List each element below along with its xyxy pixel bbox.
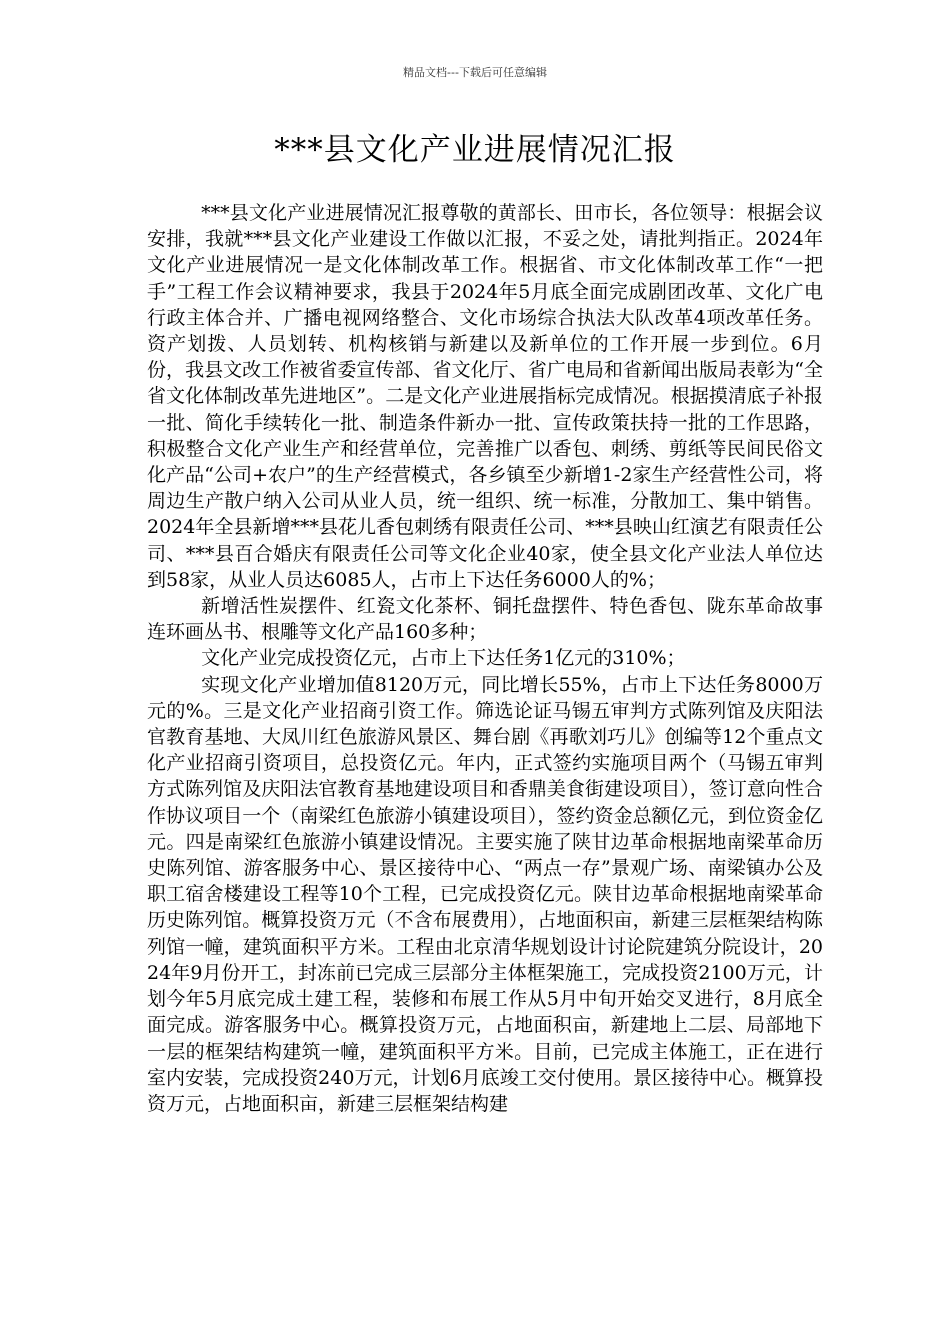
document-title: ***县文化产业进展情况汇报 bbox=[274, 132, 676, 168]
paragraph: 实现文化产业增加值8120万元，同比增长55%，占市上下达任务8000万元的%。三是文化产业招商引资工作。筛选论证马锡五审判方式陈列馆及庆阳法官教育基地、大凤川红色旅游风景区、舞台剧《再歌刘巧儿》创编等12个重点文化产业招商引资项目，总投资亿元。年内，正式签约实施项目两个（马锡五审判方式陈列馆及庆阳法官教育基地建设项目和香鼎美食街建设项目），签订意向性合作协议项目一个（南梁红色旅游小镇建设项目），签约资金总额亿元，到位资金亿元。四是南梁红色旅游小镇建设情况。主要实施了陕甘边革命根据地南梁革命历史陈列馆、游客服务中心、景区接待中心、“两点一存”景观广场、南梁镇办公及职工宿舍楼建设工程等10个工程，已完成投资亿元。陕甘边革命根据地南梁革命历史陈列馆。概算投资万元（不含布展费用），占地面积亩，新建三层框架结构陈列馆一幢，建筑面积平方米。工程由北京清华规划设计讨论院建筑分院设计，2024年9月份开工，封冻前已完成三层部分主体框架施工，完成投资2100万元，计划今年5月底完成土建工程，装修和布展工作从5月中旬开始交叉进行，8月底全面完成。游客服务中心。概算投资万元，占地面积亩，新建地上二层、局部地下一层的框架结构建筑一幢，建筑面积平方米。目前，已完成主体施工，正在进行室内安装，完成投资240万元，计划6月底竣工交付使用。景区接待中心。概算投资万元，占地面积亩，新建三层框架结构建 bbox=[147, 673, 823, 1115]
paragraph: 新增活性炭摆件、红瓷文化茶杯、铜托盘摆件、特色香包、陇东革命故事连环画丛书、根雕等文化产品160多种； bbox=[147, 595, 823, 644]
header-note: 精品文档---下载后可任意编辑 bbox=[403, 66, 547, 79]
document-body bbox=[147, 200, 823, 1117]
paragraph: 文化产业完成投资亿元，占市上下达任务1亿元的310%； bbox=[201, 647, 686, 670]
paragraph: ***县文化产业进展情况汇报尊敬的黄部长、田市长，各位领导：根据会议安排，我就***县文化产业建设工作做以汇报，不妥之处，请批判指正。2024年文化产业进展情况一是文化体制改革工作。根据省、市文化体制改革工作“一把手”工程工作会议精神要求，我县于2024年5月底全面完成剧团改革、文化广电行政主体合并、广播电视网络整合、文化市场综合执法大队改革4项改革任务。资产划拨、人员划转、机构核销与新建以及新单位的工作开展一步到位。6月份，我县文改工作被省委宣传部、省文化厅、省广电局和省新闻出版局表彰为“全省文化体制改革先进地区”。二是文化产业进展指标完成情况。根据摸清底子补报一批、简化手续转化一批、制造条件新办一批、宣传政策扶持一批的工作思路，积极整合文化产业生产和经营单位，完善推广以香包、刺绣、剪纸等民间民俗文化产品“公司+农户”的生产经营模式，各乡镇至少新增1-2家生产经营性公司，将周边生产散户纳入公司从业人员，统一组织、统一标准，分散加工、集中销售。2024年全县新增***县花儿香包刺绣有限责任公司、***县映山红演艺有限责任公司、***县百合婚庆有限责任公司等文化企业40家，使全县文化产业法人单位达到58家，从业人员达6085人，占市上下达任务6000人的%； bbox=[147, 202, 823, 591]
